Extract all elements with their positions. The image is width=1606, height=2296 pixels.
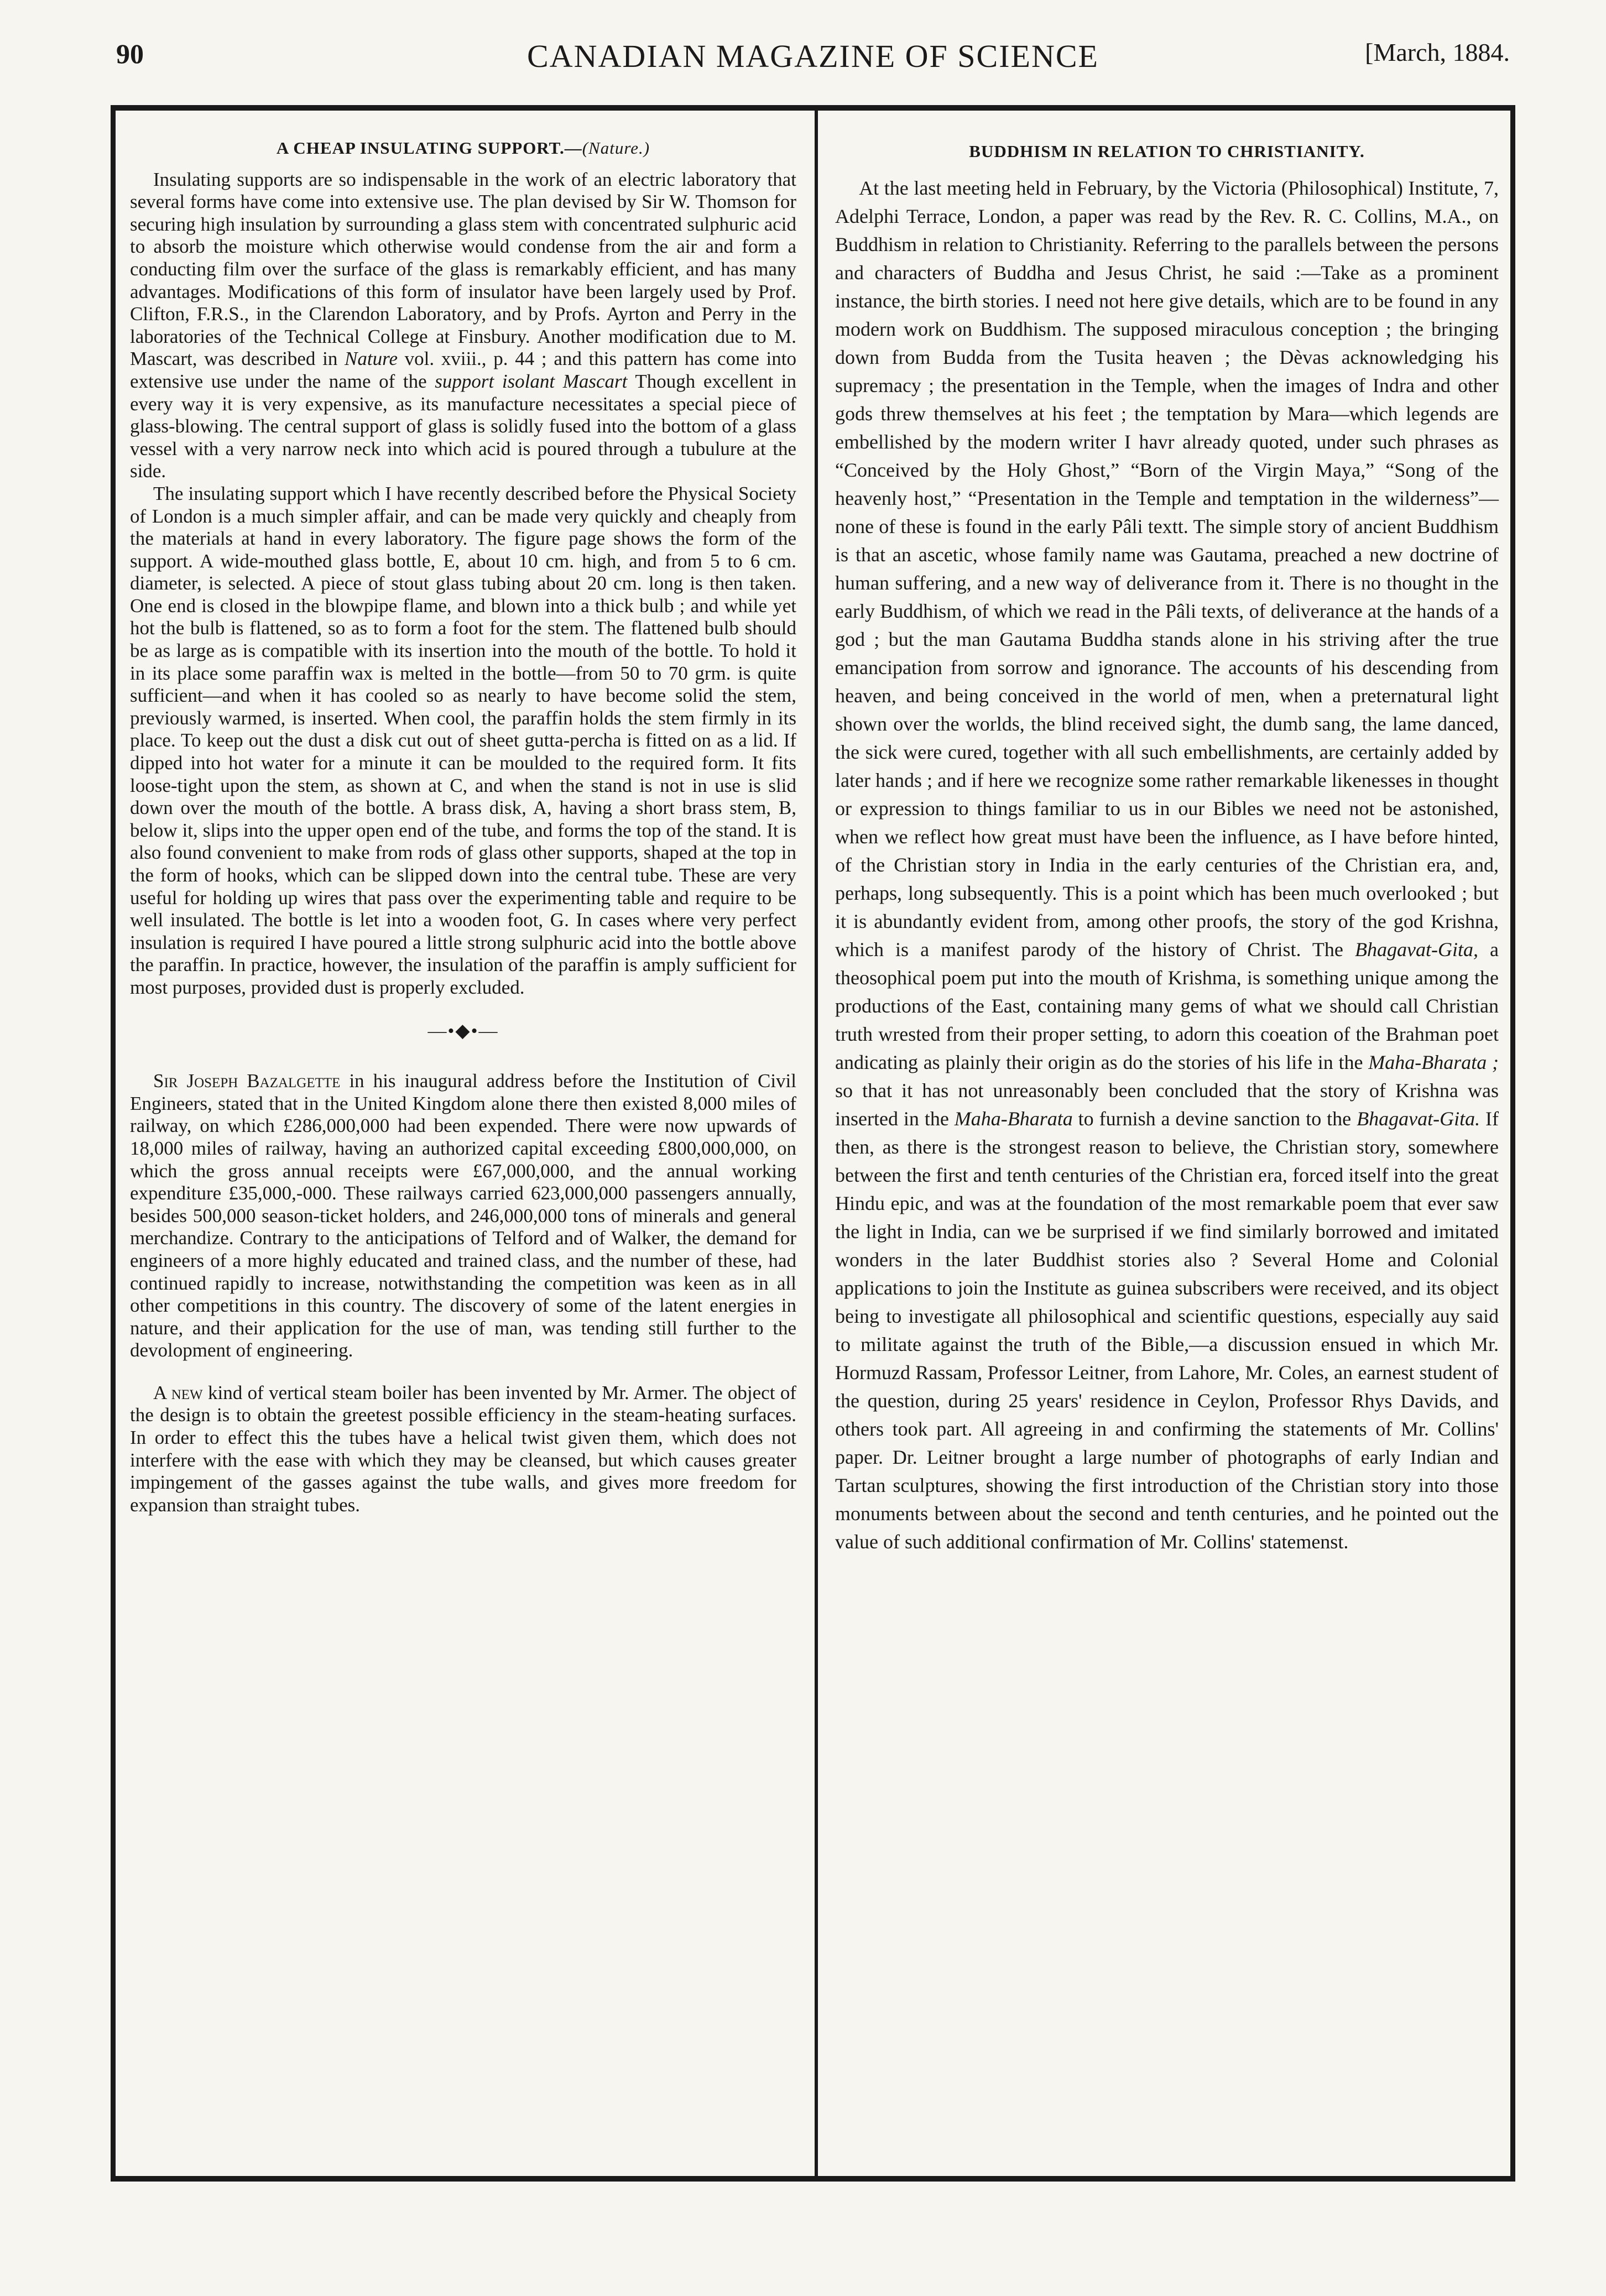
column-divider	[815, 111, 818, 2176]
article-paragraph-bazalgette	[130, 1070, 796, 1362]
page-header	[116, 38, 1510, 87]
text-run: Insulating supports are so indispensable in the work of an electric laboratory that several forms have come into extensive use. The plan devised by Sir W. Thomson for securing high insulation by surrounding a glass stem with concentrated sulphuric acid to absorb the moisture which otherwise would condense from the air and form a conducting film over the surface of the glass is remarkably efficient, and has many advantages. Modifications of this form of insulator have been largely used by Prof. Clifton, F.R.S., in the Clarendon Laboratory, and by Profs. Ayrton and Perry in the laboratories of the Technical College at Finsbury. Another modification due to M. Mascart, was described in	[130, 168, 796, 370]
article-title-buddhism: BUDDHISM IN RELATION TO CHRISTIANITY.	[969, 142, 1365, 161]
page-number: 90	[116, 38, 144, 69]
issue-date: [March, 1884.	[1365, 38, 1510, 66]
text-run: kind of vertical steam boiler has been invented by Mr. Armer. The object of the design is to obtain the greetest possible efficiency in the steam-heating surfaces. In order to effect this the tubes have a helical twist given them, which does not interfere with the ease with which they may be cleansed, but which causes greater impingement of the gasses against the tube walls, and gives more freedom for expansion than straight tubes.	[130, 1381, 796, 1516]
article-title-insulating-support	[130, 137, 796, 160]
italic-run: support isolant Mascart	[435, 370, 628, 392]
article-title-text: A CHEAP INSULATING SUPPORT.—	[276, 138, 582, 158]
article-source: (Nature.)	[582, 138, 650, 158]
person-name: Sir Joseph Bazalgette	[153, 1070, 341, 1092]
article-paragraph	[835, 174, 1499, 1556]
italic-run: Maha-Bharata	[954, 1108, 1073, 1130]
italic-run: Nature	[345, 348, 398, 370]
italic-run: Bhagavat-Gita,	[1354, 938, 1478, 961]
frame-top-rule	[111, 105, 1515, 111]
italic-run: Maha-Bharata ;	[1368, 1051, 1499, 1073]
text-run: If then, as there is the strongest reason to believe, the Christian story, somewhere between the first and tenth centuries of the Christian era, forced itself into the great Hindu epic, and was at the foundation of the most remarkable poem that ever saw the light in India, can we be surprised if we find similarly borrowed and imitated wonders in the later Buddhist stories also ? Several Home and Colonial applications to join the Institute as guinea subscribers were received, and its object being to investigate all philosophical and scientific questions, especially auy said to militate against the truth of the Bible,—a discussion ensued in which Mr. Hormuzd Rassam, Professor Leitner, from Lahore, Mr. Coles, an earnest student of the question, during 25 years' residence in Ceylon, Professor Rhys Davids, and others took part. All agreeing in and confirming the statements of Mr. Collins' paper. Dr. Leitner brought a large number of photographs of early Indian and Tartan sculptures, showing the first introduction of the Christian story into those monuments between about the second and tenth centuries, and he pointed out the value of such additional confirmation of Mr. Collins' statemenst.	[835, 1108, 1499, 1553]
text-run: so that it has not unreasonably been concluded that the story of Krishna was inserted in the	[835, 1079, 1499, 1130]
article-paragraph	[130, 169, 796, 483]
left-column	[130, 133, 796, 1516]
frame-right-rule	[1510, 105, 1515, 2182]
section-ornament: —•◆•—	[427, 1020, 499, 1041]
text-run: a theosophical poem put into the mouth of Krishma, is something unique among the productions of the East, containing many gems of what we should call Christian truth wrested from their proper setting, to adorn this coeation of the Brahman poet andicating as plainly their origin as do the stories of his life in the	[835, 938, 1499, 1073]
frame-bottom-rule	[111, 2176, 1515, 2182]
text-run: vol. xviii., p. 44 ; and this pattern has come into extensive use under the name of the	[130, 348, 797, 392]
frame-left-rule	[111, 105, 116, 2182]
magazine-title: CANADIAN MAGAZINE OF SCIENCE	[527, 38, 1099, 74]
right-column	[835, 133, 1499, 1556]
text-run: in his inaugural address before the Institution of Civil Engineers, stated that in the United Kingdom alone there then existed 8,000 miles of railway, on which £286,000,000 had been expended. There were now upwards of 18,000 miles of railway, having an authorized capital exceeding £800,000,000, on which the gross annual receipts were £67,000,000, and the annual working expenditure £35,000,-000. These railways carried 623,000,000 passengers annually, besides 500,000 season-ticket holders, and 246,000,000 tons of minerals and general merchandize. Contrary to the anticipations of Telford and of Walker, the demand for engineers of a more highly educated and trained class, and the number of these, had continued rapidly to increase, notwithstanding the competition was keen as in all other competitions in this country. The discovery of some of the latent energies in nature, and their application for the use of man, was tending still further to the devolopment of engineering.	[130, 1070, 796, 1361]
lead-words: A new	[153, 1381, 203, 1403]
article-paragraph: The insulating support which I have recently described before the Physical Society of London is a much simpler affair, and can be made very quickly and cheaply from the materials at hand in every laboratory. The figure page shows the form of the support. A wide-mouthed glass bottle, E, about 10 cm. high, and from 5 to 6 cm. diameter, is selected. A piece of stout glass tubing about 20 cm. long is then taken. One end is closed in the blowpipe flame, and blown into a thick bulb ; and while yet hot the bulb is flattened, so as to form a foot for the stem. The flattened bulb should be as large as is compatible with its insertion into the mouth of the bottle. To hold it in its place some paraffin wax is melted in the bottle—from 50 to 70 grm. is quite sufficient—and when it has cooled so as nearly to have become solid the stem, previously warmed, is inserted. When cool, the paraffin holds the stem firmly in its place. To keep out the dust a disk cut out of sheet gutta-percha is fitted on as a lid. If dipped into hot water for a minute it can be moulded to the required form. It fits loose-tight upon the stem, as shown at C, and when the stand is not in use is slid down over the mouth of the bottle. A brass disk, A, having a short brass stem, B, below it, slips into the upper open end of the tube, and forms the top of the stand. It is also found convenient to make from rods of glass other supports, shaped at the top in the form of hooks, which can be slipped down into the central tube. These are very useful for holding up wires that pass over the experimenting table and require to be well insulated. The bottle is let into a wooden foot, G. In cases where very perfect insulation is required I have poured a little strong sulphuric acid into the bottle above the paraffin. In practice, however, the insulation of the paraffin is amply sufficient for most purposes, provided dust is properly excluded.	[130, 482, 796, 998]
text-run: to furnish a devine sanction to the	[1072, 1108, 1357, 1130]
italic-run: Bhagavat-Gita.	[1357, 1108, 1480, 1130]
text-run: At the last meeting held in February, by the Victoria (Philosophical) Institute, 7, Adelphi Terrace, London, a paper was read by the Rev. R. C. Collins, M.A., on Buddhism in relation to Christianity. Referring to the parallels between the persons and characters of Buddha and Jesus Christ, he said :—Take as a prominent instance, the birth stories. I need not here give details, which are to be found in any modern work on Buddhism. The supposed miraculous conception ; the bringing down from Budda from the Tusita heaven ; the Dèvas acknowledging his supremacy ; the presentation in the Temple, when the images of Indra and other gods threw themselves at his feet ; the temptation by Mara—which legends are embellished by the modern writer I havr already quoted, under such phrases as “Conceived by the Holy Ghost,” “Born of the Virgin Maya,” “Song of the heavenly host,” “Presentation in the Temple and temptation in the wilderness”—none of these is found in the early Pâli textt. The simple story of ancient Buddhism is that an ascetic, whose family name was Gautama, preached a new doctrine of human suffering, and a new way of deliverance from it. There is no thought in the early Buddhism, of which we read in the Pâli texts, of deliverance at the hands of a god ; but the man Gautama Buddha stands alone in his striving after the true emancipation from sorrow and ignorance. The accounts of his descending from heaven, and being conceived in the world of men, when a preternatural light shown over the worlds, the blind received sight, the dumb sang, the lame danced, the sick were cured, together with all such embellishments, are certainly added by later hands ; and if here we recognize some rather remarkable likenesses in thought or expression to things familiar to us in our Bibles we need not be astonished, when we reflect how great must have been the influence, as I have before hinted, of the Christian story in India in the early centuries of the Christian era, and, perhaps, long subsequently. This is a point which has been much overlooked ; but it is abundantly evident from, among other proofs, the story of the god Krishna, which is a manifest parody of the history of Christ. The	[835, 177, 1499, 961]
article-paragraph-steam-boiler	[130, 1382, 796, 1517]
text-run: Though excellent in every way it is very expensive, as its manufacture necessitates a special piece of glass-blowing. The central support of glass is solidly fused into the bottom of a glass vessel with a very narrow neck into which acid is poured through a tubulure at the side.	[130, 370, 796, 482]
